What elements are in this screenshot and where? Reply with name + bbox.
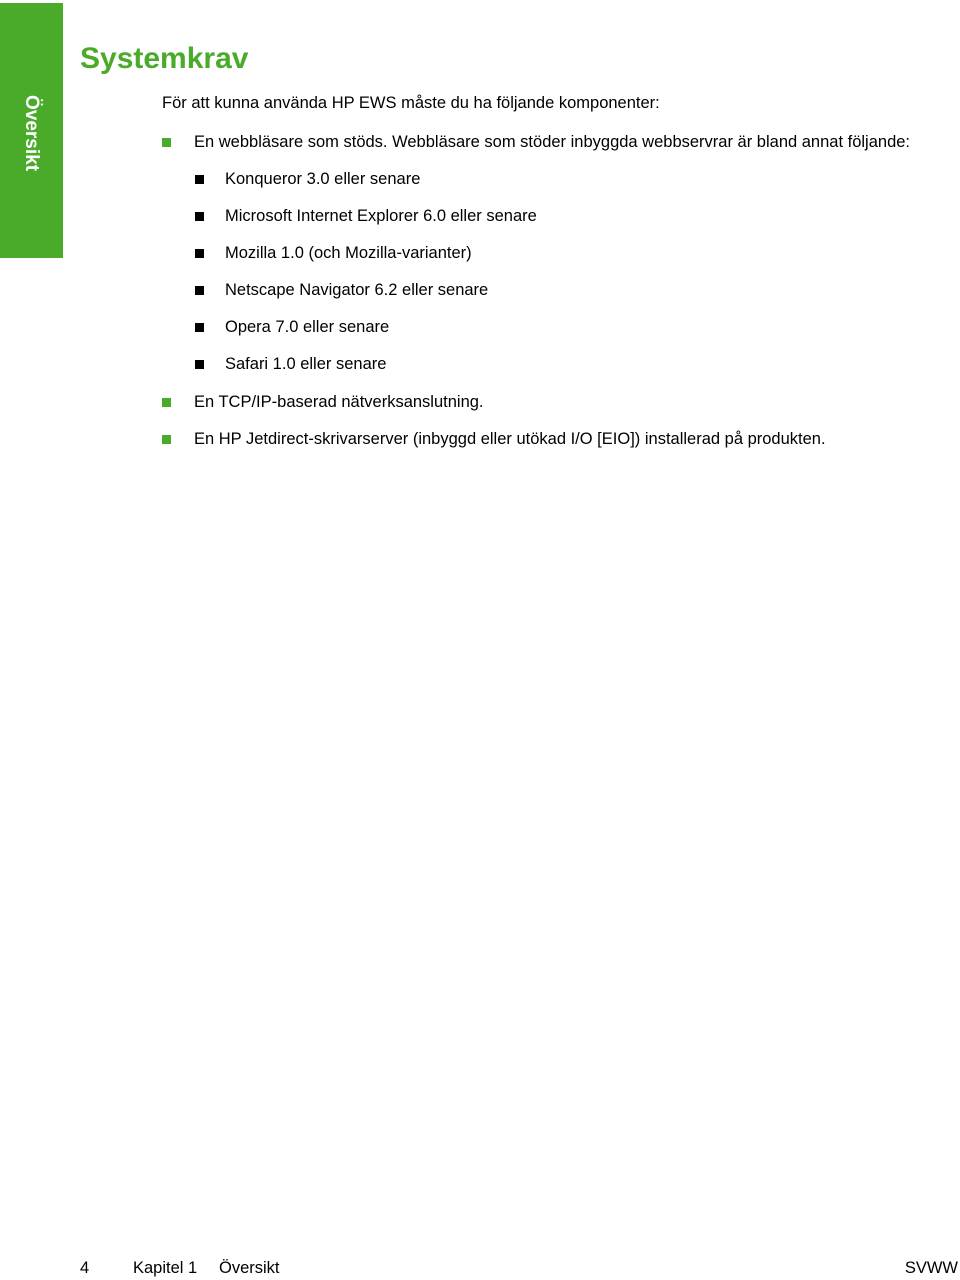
- green-square-bullet-icon: [162, 398, 171, 407]
- black-square-bullet-icon: [195, 175, 204, 184]
- green-square-bullet-icon: [162, 435, 171, 444]
- footer-page-number: 4: [80, 1259, 90, 1277]
- browser-item-text: Netscape Navigator 6.2 eller senare: [225, 281, 489, 299]
- black-square-bullet-icon: [195, 212, 204, 221]
- footer-chapter-title: Översikt: [219, 1259, 280, 1277]
- requirement-text: En HP Jetdirect-skrivarserver (inbyggd eller utökad I/O [EIO]) installerad på produkten.: [194, 430, 826, 448]
- black-square-bullet-icon: [195, 360, 204, 369]
- black-square-bullet-icon: [195, 286, 204, 295]
- green-square-bullet-icon: [162, 138, 171, 147]
- black-square-bullet-icon: [195, 249, 204, 258]
- chapter-side-tab-label: Översikt: [21, 94, 42, 172]
- requirement-text: En webbläsare som stöds. Webbläsare som stöder inbyggda webbservrar är bland annat följande:: [194, 133, 911, 151]
- black-square-bullet-icon: [195, 323, 204, 332]
- requirement-text: En TCP/IP-baserad nätverksanslutning.: [194, 393, 484, 411]
- browser-item-text: Konqueror 3.0 eller senare: [225, 170, 421, 188]
- page-title: Systemkrav: [80, 42, 249, 75]
- footer-chapter: Kapitel 1: [133, 1259, 198, 1277]
- footer-doc-code: SVWW: [904, 1259, 958, 1277]
- chapter-side-tab: [0, 3, 63, 258]
- intro-text: För att kunna använda HP EWS måste du ha följande komponenter:: [162, 94, 660, 112]
- browser-item-text: Safari 1.0 eller senare: [225, 355, 387, 373]
- browser-item-text: Microsoft Internet Explorer 6.0 eller senare: [225, 207, 537, 225]
- browser-item-text: Opera 7.0 eller senare: [225, 318, 390, 336]
- browser-item-text: Mozilla 1.0 (och Mozilla-varianter): [225, 244, 472, 262]
